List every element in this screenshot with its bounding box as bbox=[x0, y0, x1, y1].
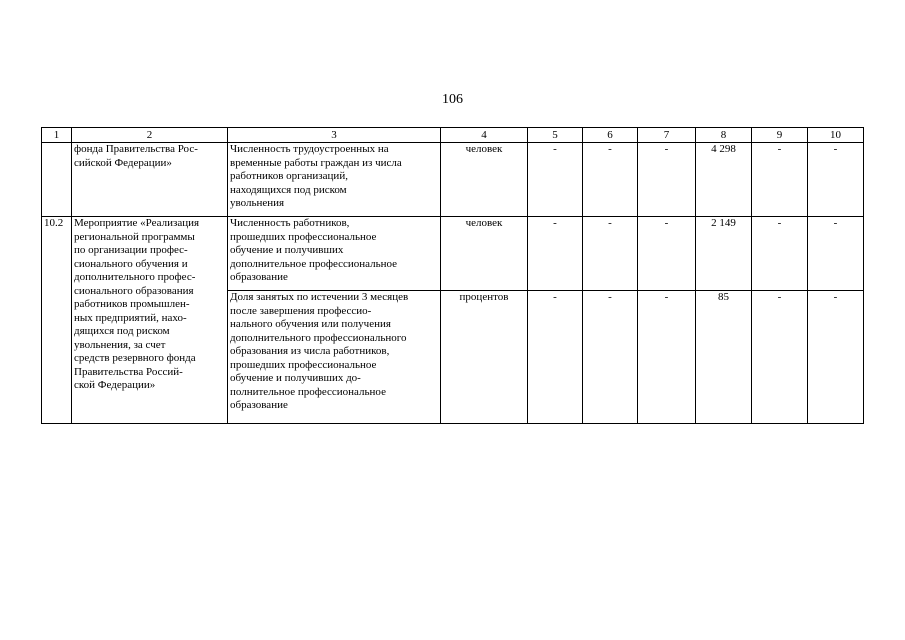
value-cell: - bbox=[808, 217, 864, 291]
value-cell: 85 bbox=[696, 291, 752, 424]
value-cell: - bbox=[528, 143, 583, 217]
value-cell: - bbox=[638, 143, 696, 217]
value-cell: - bbox=[808, 291, 864, 424]
value-cell: - bbox=[638, 291, 696, 424]
row-number-cell: 10.2 bbox=[42, 217, 72, 424]
value-cell: - bbox=[583, 217, 638, 291]
indicator-cell: Доля занятых по истечении 3 месяцев после завершения профессио- нального обучения или получения дополнительного профессионального образования из числа работников, прошедших профессиональное обучение и получивших до- полнительное профессиональное образование bbox=[228, 291, 441, 424]
column-header: 4 bbox=[441, 128, 528, 143]
unit-cell: человек bbox=[441, 143, 528, 217]
value-cell: - bbox=[752, 217, 808, 291]
column-header: 9 bbox=[752, 128, 808, 143]
table-header-row bbox=[42, 128, 864, 143]
column-header: 2 bbox=[72, 128, 228, 143]
indicator-cell: Численность работников, прошедших профессиональное обучение и получивших дополнительное профессиональное образование bbox=[228, 217, 441, 291]
value-cell: - bbox=[808, 143, 864, 217]
page-number: 106 bbox=[442, 92, 463, 107]
value-cell: 2 149 bbox=[696, 217, 752, 291]
value-cell: 4 298 bbox=[696, 143, 752, 217]
value-cell: - bbox=[528, 217, 583, 291]
indicator-cell: Численность трудоустроенных на временные работы граждан из числа работников организаций, находящихся под риском увольнения bbox=[228, 143, 441, 217]
unit-cell: процентов bbox=[441, 291, 528, 424]
column-header: 10 bbox=[808, 128, 864, 143]
table-row bbox=[42, 217, 864, 291]
column-header: 1 bbox=[42, 128, 72, 143]
value-cell: - bbox=[583, 143, 638, 217]
column-header: 7 bbox=[638, 128, 696, 143]
column-header: 3 bbox=[228, 128, 441, 143]
column-header: 5 bbox=[528, 128, 583, 143]
column-header: 6 bbox=[583, 128, 638, 143]
value-cell: - bbox=[528, 291, 583, 424]
table-row bbox=[42, 143, 864, 217]
data-table bbox=[41, 127, 864, 424]
value-cell: - bbox=[583, 291, 638, 424]
unit-cell: человек bbox=[441, 217, 528, 291]
activity-cell: Мероприятие «Реализация региональной программы по организации профес- сионального обучения и дополнительного профес- сионального образования работников промышлен- ных предприятий, нахо- дящихся под риском увольнения, за счет средств резервного фонда Правительства Россий- ской Федерации» bbox=[72, 217, 228, 424]
column-header: 8 bbox=[696, 128, 752, 143]
value-cell: - bbox=[638, 217, 696, 291]
activity-cell: фонда Правительства Рос- сийской Федерации» bbox=[72, 143, 228, 217]
row-number-cell bbox=[42, 143, 72, 217]
value-cell: - bbox=[752, 143, 808, 217]
value-cell: - bbox=[752, 291, 808, 424]
